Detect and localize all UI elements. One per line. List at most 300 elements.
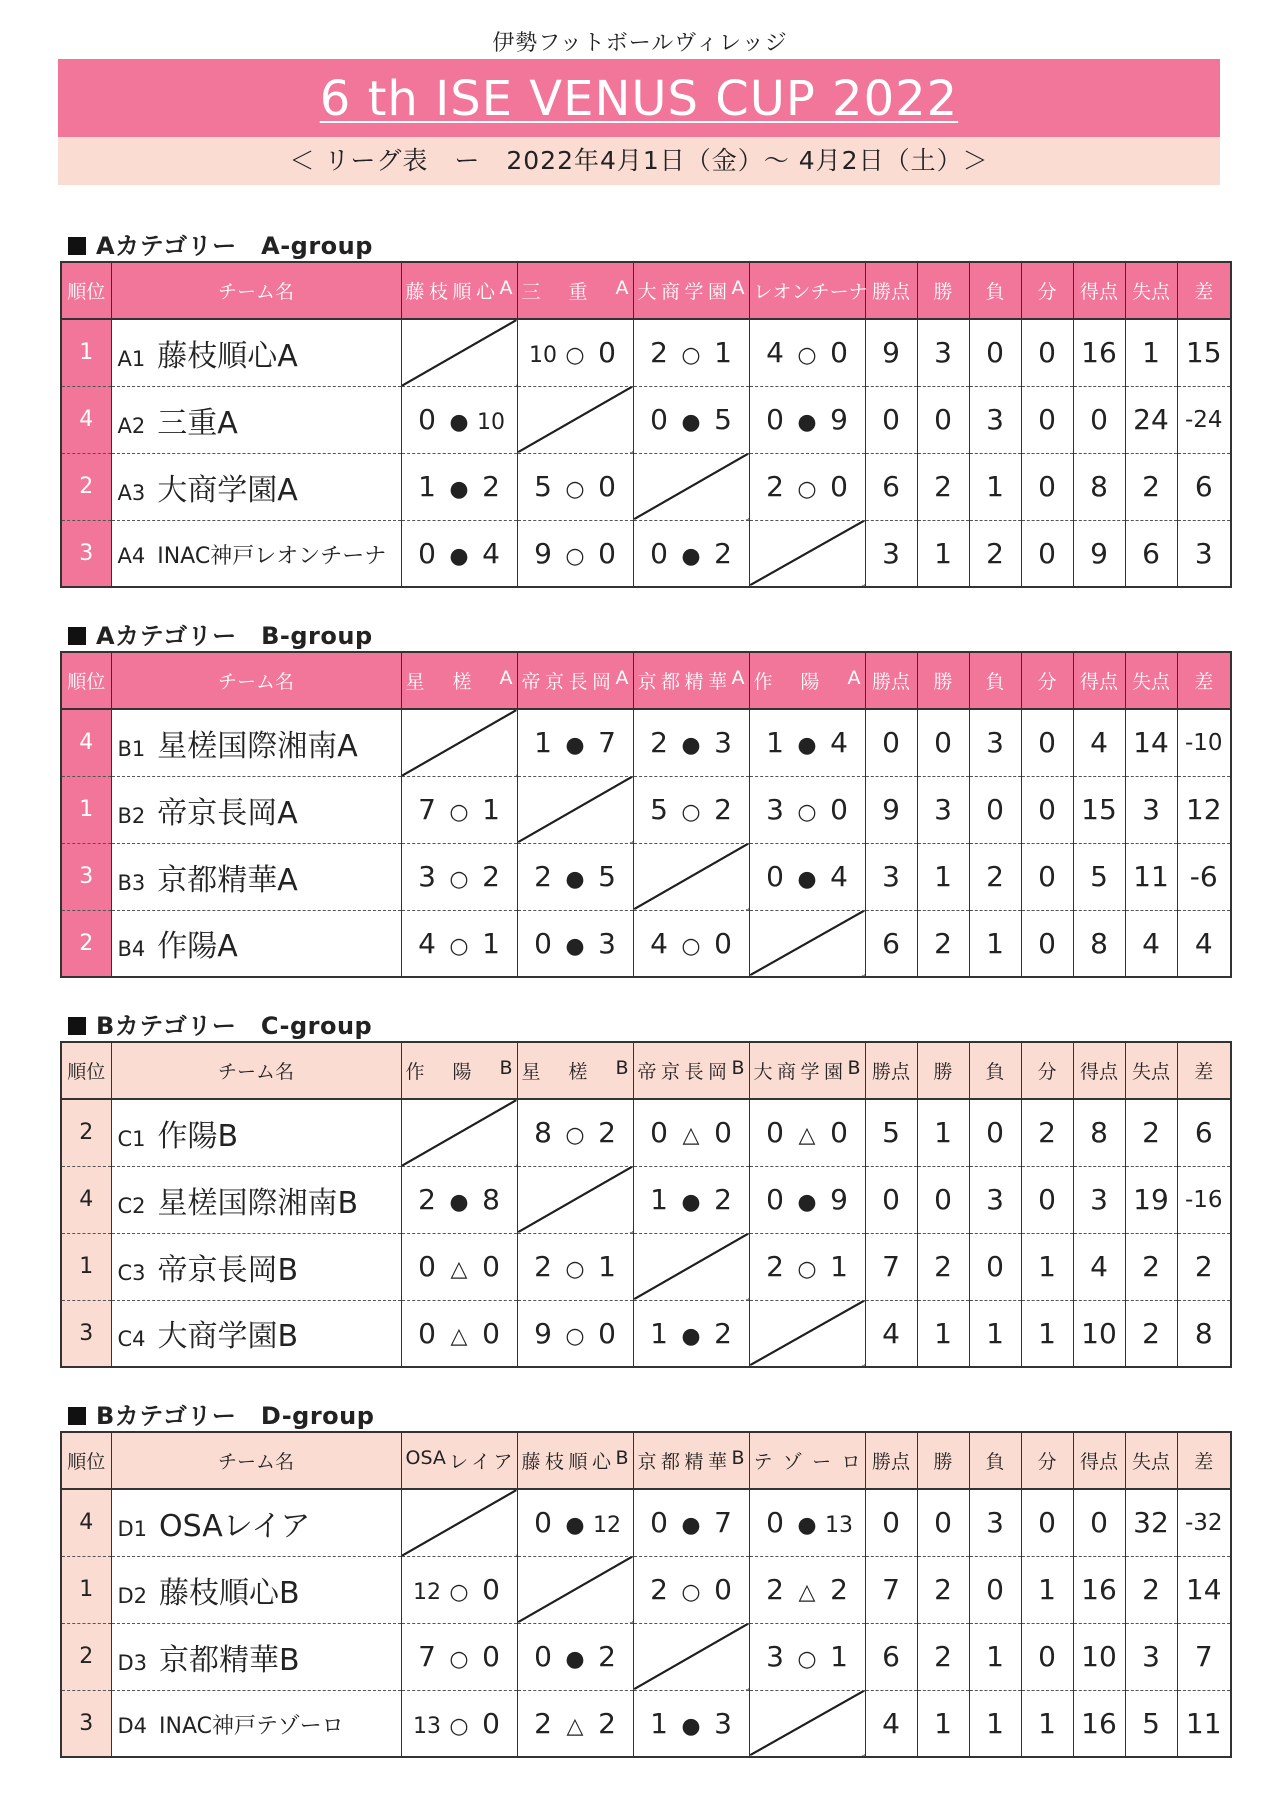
team-code: A4 [117,543,146,568]
rank-cell: 1 [61,1233,111,1300]
match-result [633,1556,749,1623]
points-header: 勝点 [865,1432,917,1489]
draws-value: 0 [1021,453,1073,520]
goals-against: 0 [830,1116,848,1150]
match-result [401,453,517,520]
result-mark-icon: ● [681,1713,701,1739]
match-result [517,910,633,977]
points-value: 6 [865,1623,917,1690]
goals-against: 0 [830,470,848,503]
opponent-header-char: 精 [684,671,704,693]
draws-value: 1 [1021,1300,1073,1367]
points-value: 6 [865,453,917,520]
goals-against: 2 [598,1706,616,1740]
team-name: 大商学園A [157,472,298,508]
goals-for: 0 [418,1316,436,1350]
goals-for: 1 [650,1316,668,1350]
team-cell [111,1099,401,1166]
team-cell [111,1623,401,1690]
team-name: 作陽B [157,1118,239,1154]
points-value: 9 [865,319,917,386]
table-row [61,520,1231,587]
opponent-header-char: 園 [708,281,728,303]
header-row [61,262,1231,319]
table-row [61,1556,1231,1623]
goals-for-value: 3 [1073,1166,1125,1233]
points-value: 7 [865,1556,917,1623]
goals-for: 1 [650,1706,668,1740]
match-result [633,910,749,977]
result-mark-icon: ○ [449,867,469,892]
goals-for: 8 [534,1116,552,1150]
team-cell [111,453,401,520]
goals-for: 0 [534,1506,552,1540]
wins-value: 2 [917,1623,969,1690]
team-name: 藤枝順心A [157,338,298,374]
self-match-diagonal [517,386,633,453]
table-row [61,776,1231,843]
opponent-header-char: テ [753,1451,773,1473]
opponent-header-char: 長 [684,1061,704,1083]
opponent-header-char: 華 [708,671,728,693]
goals-against: 10 [477,410,505,435]
goals-for: 0 [766,1116,784,1150]
points-value: 6 [865,910,917,977]
goals-for: 0 [766,403,784,436]
result-mark-icon: ○ [565,1257,585,1282]
draws-value: 0 [1021,1623,1073,1690]
match-result [401,1623,517,1690]
goals-for: 0 [418,403,436,436]
team-code: C2 [117,1193,146,1218]
opponent-header [517,1432,633,1489]
wins-value: 2 [917,1233,969,1300]
goals-against: 9 [830,1183,848,1216]
goals-for: 2 [766,1573,784,1606]
result-mark-icon: ○ [449,933,469,959]
opponent-header-char: 商 [776,1061,796,1083]
goals-for: 0 [534,1640,552,1673]
opponent-header-char: 槎 [568,1061,588,1083]
group-title [68,226,373,261]
goals-against: 0 [830,793,848,826]
points-header: 勝点 [865,262,917,319]
opponent-header-char: B [615,1447,629,1469]
result-mark-icon: ○ [449,800,469,825]
table-row [61,319,1231,386]
opponent-header-char: 岡 [707,1061,727,1083]
team-cell [111,843,401,910]
result-mark-icon: ○ [681,800,701,825]
points-value: 5 [865,1099,917,1166]
opponent-header-char: A [731,667,745,689]
diff-header: 差 [1177,1432,1231,1489]
opponent-header-char: 精 [684,1451,704,1473]
team-cell [111,1489,401,1556]
goals-for-value: 9 [1073,520,1125,587]
table-row [61,453,1231,520]
opponent-header-char: 岡 [592,671,612,693]
opponent-header [401,652,517,709]
result-mark-icon: ○ [681,933,701,959]
losses-value: 3 [969,1166,1021,1233]
goals-for: 2 [650,336,668,370]
rank-header: 順位 [61,652,111,709]
result-mark-icon: ○ [797,343,817,369]
team-name: 帝京長岡B [157,1252,299,1288]
losses-value: 0 [969,1556,1021,1623]
opponent-header-char: 京 [637,671,657,693]
wins-value: 1 [917,1690,969,1757]
opponent-header-char: 作 [405,1061,425,1083]
wins-value: 2 [917,453,969,520]
losses-header: 負 [969,1042,1021,1099]
match-result [401,1166,517,1233]
goals-against-value: 14 [1125,709,1177,776]
opponent-header-char: 心 [591,1451,611,1473]
result-mark-icon: ○ [449,1713,469,1739]
match-result [401,386,517,453]
result-mark-icon: ● [681,543,701,569]
match-result [401,1233,517,1300]
opponent-header-char: 帝 [637,1061,657,1083]
wins-header: 勝 [917,1042,969,1099]
wins-value: 0 [917,1166,969,1233]
goals-for: 7 [418,1640,436,1673]
team-header: チーム名 [111,652,401,709]
goals-for: 1 [534,726,552,760]
opponent-header-char: B [731,1447,745,1469]
losses-value: 1 [969,1690,1021,1757]
draws-value: 0 [1021,843,1073,910]
match-result [633,319,749,386]
result-mark-icon: ● [681,733,701,759]
result-mark-icon: ● [449,410,469,435]
result-mark-icon: ○ [797,477,817,502]
goals-against: 4 [830,860,848,893]
draws-value: 0 [1021,1166,1073,1233]
goals-against: 3 [714,726,732,760]
goals-for: 1 [650,1183,668,1216]
points-header: 勝点 [865,1042,917,1099]
goals-against-value: 19 [1125,1166,1177,1233]
team-code: D4 [117,1713,148,1738]
goals-for-value: 16 [1073,319,1125,386]
goals-for: 2 [766,1250,784,1283]
rank-cell: 4 [61,709,111,776]
match-result [633,1099,749,1166]
opponent-header-char: 大 [637,281,657,303]
opponent-header-char: A [847,667,861,689]
goals-against: 2 [482,470,500,503]
team-name: OSAレイア [159,1508,311,1544]
wins-value: 1 [917,520,969,587]
goals-against: 5 [598,860,616,893]
group-title-text: Aカテゴリー B-group [96,622,373,650]
result-mark-icon: ● [565,733,585,759]
rank-cell: 4 [61,1166,111,1233]
opponent-header [633,652,749,709]
table-row [61,1623,1231,1690]
result-mark-icon: ● [565,933,585,959]
result-mark-icon: ● [565,867,585,892]
group-title-text: Bカテゴリー C-group [96,1012,373,1040]
opponent-header [749,652,865,709]
opponent-header-char: 三 [521,281,541,303]
opponent-header-char: ゾ [782,1451,802,1473]
goals-for: 9 [534,536,552,570]
match-result [517,453,633,520]
result-mark-icon: ○ [797,800,817,825]
losses-value: 1 [969,453,1021,520]
opponent-header-char: 商 [661,281,681,303]
team-cell [111,709,401,776]
team-cell [111,386,401,453]
rank-cell: 3 [61,1300,111,1367]
goals-against-value: 24 [1125,386,1177,453]
match-result [749,1099,865,1166]
goals-against: 4 [830,726,848,760]
team-code: B2 [117,803,146,828]
goals-against: 5 [714,403,732,436]
wins-value: 3 [917,319,969,386]
team-code: A2 [117,413,146,438]
result-mark-icon: ○ [797,1647,817,1672]
opponent-header [749,1432,865,1489]
draws-header: 分 [1021,1432,1073,1489]
opponent-header [633,1042,749,1099]
diff-value: 14 [1177,1556,1231,1623]
result-mark-icon: ● [565,1647,585,1672]
match-result [633,1690,749,1757]
result-mark-icon: ● [681,1323,701,1349]
match-result [517,1690,633,1757]
goals-for: 2 [534,860,552,893]
goals-against: 1 [598,1250,616,1283]
opponent-header-char: 藤 [405,281,425,303]
goals-against: 2 [598,1640,616,1673]
team-name: 星槎国際湘南A [157,728,358,764]
result-mark-icon: ○ [565,343,585,369]
result-mark-icon: ○ [681,343,701,369]
rank-header: 順位 [61,1042,111,1099]
opponent-header-char: 陽 [800,671,820,693]
team-name: 大商学園B [157,1319,299,1355]
wins-value: 1 [917,1300,969,1367]
points-value: 4 [865,1300,917,1367]
team-name: INAC神戸テゾーロ [159,1713,344,1739]
wins-value: 2 [917,1556,969,1623]
venue-name: 伊勢フットボールヴィレッジ [492,31,788,56]
goals-for-value: 10 [1073,1300,1125,1367]
points-value: 0 [865,1489,917,1556]
draws-value: 0 [1021,709,1073,776]
team-header: チーム名 [111,1042,401,1099]
match-result [517,843,633,910]
wins-header: 勝 [917,262,969,319]
goals-against-value: 2 [1125,1233,1177,1300]
opponent-header [517,262,633,319]
team-cell [111,910,401,977]
self-match-diagonal [749,1690,865,1757]
team-name: 帝京長岡A [157,795,298,831]
wins-header: 勝 [917,1432,969,1489]
goals-against: 2 [714,793,732,826]
goals-for-header: 得点 [1073,1042,1125,1099]
square-bullet-icon [68,237,86,255]
goals-against: 0 [482,1640,500,1673]
match-result [633,709,749,776]
result-mark-icon: ○ [797,1257,817,1282]
goals-for: 0 [534,926,552,960]
match-result [633,1489,749,1556]
goals-for: 2 [766,470,784,503]
goals-for-value: 16 [1073,1556,1125,1623]
league-table [60,261,1232,588]
goals-for-value: 0 [1073,1489,1125,1556]
goals-against: 1 [830,1250,848,1283]
wins-value: 0 [917,386,969,453]
match-result [749,1489,865,1556]
goals-against-value: 4 [1125,910,1177,977]
match-result [633,386,749,453]
opponent-header-char: 作 [753,671,773,693]
opponent-header-char: 大 [753,1061,773,1083]
opponent-header [517,1042,633,1099]
result-mark-icon: △ [682,1123,700,1149]
diff-header: 差 [1177,262,1231,319]
goals-for: 1 [418,470,436,503]
opponent-header-char: 心 [476,281,496,303]
diff-value: 2 [1177,1233,1231,1300]
goals-against: 2 [714,1183,732,1216]
goals-against-value: 2 [1125,1556,1177,1623]
diff-header: 差 [1177,1042,1231,1099]
goals-against: 0 [714,926,732,960]
diff-value: 3 [1177,520,1231,587]
points-value: 0 [865,709,917,776]
opponent-header-char: A [499,667,513,689]
goals-against: 1 [482,926,500,960]
goals-against-value: 2 [1125,1300,1177,1367]
team-code: A1 [117,346,146,371]
points-header: 勝点 [865,652,917,709]
table-row [61,843,1231,910]
match-result [749,1233,865,1300]
diff-value: 12 [1177,776,1231,843]
draws-header: 分 [1021,1042,1073,1099]
self-match-diagonal [749,520,865,587]
opponent-header-char: 都 [661,671,681,693]
table-row [61,1099,1231,1166]
opponent-header-char: 学 [800,1061,820,1083]
team-cell [111,1556,401,1623]
opponent-header [401,1432,517,1489]
result-mark-icon: ● [797,1190,817,1215]
losses-value: 1 [969,910,1021,977]
diff-value: -6 [1177,843,1231,910]
rank-cell: 1 [61,1556,111,1623]
opponent-header-char: A [731,277,745,299]
team-cell [111,520,401,587]
wins-value: 1 [917,1099,969,1166]
opponent-header [749,1042,865,1099]
goals-against: 0 [598,470,616,503]
goals-against: 1 [482,793,500,826]
opponent-header [401,262,517,319]
result-mark-icon: ○ [449,1647,469,1672]
result-mark-icon: ● [565,1513,585,1539]
result-mark-icon: ● [797,867,817,892]
opponent-header-char: 都 [660,1451,680,1473]
goals-against-value: 2 [1125,1099,1177,1166]
match-result [401,1690,517,1757]
team-code: A3 [117,480,146,505]
losses-header: 負 [969,262,1021,319]
opponent-header-char: 星 [521,1061,541,1083]
goals-for: 4 [650,926,668,960]
header-row [61,652,1231,709]
goals-against: 2 [830,1573,848,1606]
losses-value: 3 [969,709,1021,776]
match-result [633,520,749,587]
losses-header: 負 [969,1432,1021,1489]
diff-value: 7 [1177,1623,1231,1690]
team-cell [111,1233,401,1300]
result-mark-icon: △ [450,1323,468,1349]
goals-against: 0 [598,1316,616,1350]
opponent-header-char: 槎 [452,671,472,693]
points-value: 4 [865,1690,917,1757]
goals-for-value: 8 [1073,910,1125,977]
goals-against: 2 [482,860,500,893]
goals-against: 9 [830,403,848,436]
goals-against: 0 [598,336,616,370]
goals-for: 0 [650,1506,668,1540]
match-result [517,709,633,776]
goals-for: 5 [650,793,668,826]
losses-value: 0 [969,1099,1021,1166]
opponent-header-char: イ [471,1451,491,1473]
goals-for: 3 [766,1640,784,1673]
self-match-diagonal [633,843,749,910]
team-name: 星槎国際湘南B [157,1185,359,1221]
diff-value: 6 [1177,1099,1231,1166]
goals-for: 2 [650,1573,668,1606]
draws-value: 0 [1021,386,1073,453]
opponent-header-char: A [499,277,513,299]
goals-for-value: 5 [1073,843,1125,910]
goals-for-value: 0 [1073,386,1125,453]
goals-for-value: 8 [1073,453,1125,520]
goals-against: 0 [482,1706,500,1740]
square-bullet-icon [68,627,86,645]
opponent-header-char: オ [772,281,792,303]
opponent-header-char: 陽 [452,1061,472,1083]
opponent-header-char: ロ [841,1451,861,1473]
goals-for: 0 [650,536,668,570]
diff-value: 15 [1177,319,1231,386]
match-result [517,1623,633,1690]
rank-cell: 4 [61,1489,111,1556]
opponent-header-char: A [615,277,629,299]
draws-header: 分 [1021,652,1073,709]
points-value: 0 [865,386,917,453]
goals-against: 0 [830,336,848,370]
losses-header: 負 [969,652,1021,709]
opponent-header-char: 順 [568,1451,588,1473]
goals-against-header: 失点 [1125,1042,1177,1099]
